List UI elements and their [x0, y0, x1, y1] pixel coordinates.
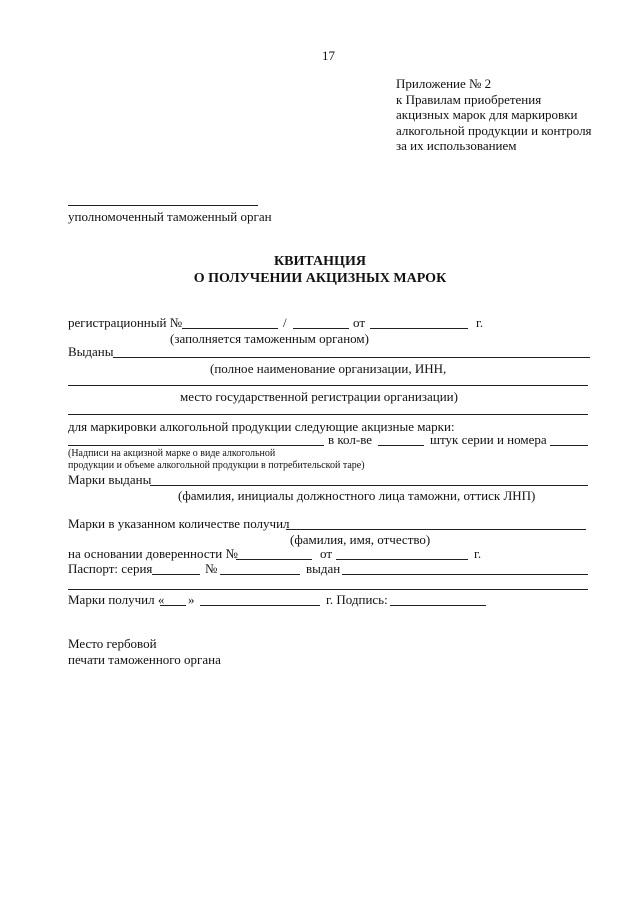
- inscription-field[interactable]: [68, 445, 324, 446]
- registration-hint: (заполняется таможенным органом): [170, 331, 369, 346]
- series-field[interactable]: [550, 445, 588, 446]
- quantity-field[interactable]: [378, 445, 424, 446]
- received-hint: (фамилия, имя, отчество): [290, 532, 431, 547]
- seal-label: Место гербовой: [68, 636, 157, 651]
- passport-label: Паспорт: серия: [68, 561, 153, 576]
- passport-extra-field[interactable]: [68, 589, 588, 590]
- registration-suffix-field[interactable]: [293, 328, 349, 329]
- issued-hint-organization: (полное наименование организации, ИНН,: [210, 361, 447, 376]
- issued-extra-field[interactable]: [68, 414, 588, 415]
- document-title: КВИТАНЦИЯ: [274, 254, 366, 269]
- page-number: 17: [322, 48, 335, 63]
- appendix-line: за их использованием: [396, 138, 517, 153]
- registration-label: регистрационный №: [68, 315, 183, 330]
- document-subtitle: О ПОЛУЧЕНИИ АКЦИЗНЫХ МАРОК: [193, 271, 447, 286]
- proxy-date-field[interactable]: [336, 559, 468, 560]
- registration-year-suffix: г.: [476, 315, 484, 330]
- appendix-line: акцизных марок для маркировки: [396, 107, 578, 122]
- proxy-label: на основании доверенности №: [68, 546, 238, 561]
- got-label: Марки получил «: [68, 592, 165, 607]
- passport-issued-field[interactable]: [342, 574, 588, 575]
- registration-slash: /: [283, 315, 287, 330]
- stamps-issued-field[interactable]: [150, 485, 588, 486]
- registration-date-field[interactable]: [370, 328, 468, 329]
- appendix-line: к Правилам приобретения: [396, 92, 542, 107]
- got-quote-close: »: [188, 592, 195, 607]
- registration-number-field[interactable]: [182, 328, 278, 329]
- authority-label: уполномоченный таможенный орган: [68, 209, 272, 224]
- passport-series-field[interactable]: [152, 574, 200, 575]
- passport-issued-label: выдан: [306, 561, 341, 576]
- appendix-line: алкогольной продукции и контроля: [396, 123, 592, 138]
- proxy-year-suffix: г.: [474, 546, 482, 561]
- registration-from-label: от: [353, 315, 366, 330]
- authority-field-line[interactable]: [68, 205, 258, 206]
- proxy-from-label: от: [320, 546, 333, 561]
- got-day-field[interactable]: [160, 605, 186, 606]
- got-year-signature-label: г. Подпись:: [326, 592, 388, 607]
- issued-label: Выданы: [68, 344, 114, 359]
- stamps-issued-label: Марки выданы: [68, 472, 152, 487]
- signature-field[interactable]: [390, 605, 486, 606]
- passport-number-label: №: [205, 561, 218, 576]
- stamps-issued-hint: (фамилия, инициалы должностного лица таможни, оттиск ЛНП): [178, 488, 536, 503]
- got-month-field[interactable]: [200, 605, 320, 606]
- passport-number-field[interactable]: [220, 574, 300, 575]
- inscription-hint: продукции и объеме алкогольной продукции в потребительской таре): [68, 460, 365, 471]
- series-label: штук серии и номера: [430, 432, 547, 447]
- marking-label: для маркировки алкогольной продукции следующие акцизные марки:: [68, 419, 455, 434]
- issued-address-field[interactable]: [68, 385, 588, 386]
- quantity-label: в кол-ве: [328, 432, 373, 447]
- received-name-field[interactable]: [286, 529, 586, 530]
- appendix-line: Приложение № 2: [396, 76, 492, 91]
- issued-organization-field[interactable]: [113, 357, 590, 358]
- proxy-number-field[interactable]: [236, 559, 312, 560]
- issued-hint-registration: место государственной регистрации организации): [180, 389, 458, 404]
- seal-label: печати таможенного органа: [68, 652, 221, 667]
- received-label: Марки в указанном количестве получил: [68, 516, 290, 531]
- inscription-hint: (Надписи на акцизной марке о виде алкогольной: [68, 448, 276, 459]
